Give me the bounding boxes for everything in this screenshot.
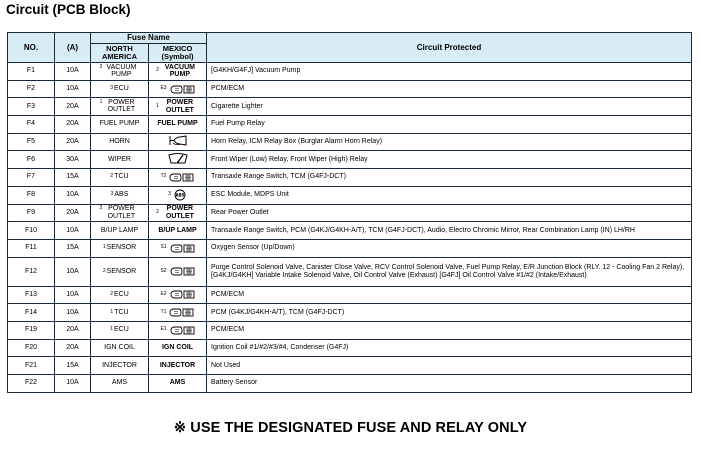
table-row: [8, 375, 692, 393]
fuse-number: F12: [8, 257, 55, 286]
fuse-name-na-label: WIPER: [108, 155, 131, 163]
fuse-name-na: [91, 63, 149, 81]
fuse-number: F11: [8, 239, 55, 257]
fuse-name-mexico: [149, 321, 207, 339]
fuse-amperage: 20A: [55, 98, 91, 116]
fuse-name-mexico: [149, 186, 207, 204]
fuse-number: F22: [8, 375, 55, 393]
fuse-name-mexico-label: POWER OUTLET: [165, 99, 194, 114]
ecu-icon: [168, 172, 194, 183]
fuse-name-mexico: [149, 286, 207, 304]
fuse-name-mexico-label: B/UP LAMP: [158, 226, 197, 234]
fuse-amperage: 20A: [55, 204, 91, 222]
ecu-icon: [169, 84, 195, 95]
table-row: [8, 151, 692, 169]
fuse-amperage: 20A: [55, 116, 91, 134]
fuse-name-na: [91, 257, 149, 286]
fuse-amperage: 15A: [55, 169, 91, 187]
fuse-symbol-index: T1: [160, 308, 167, 315]
ecu-icon: [169, 325, 195, 336]
fuse-name-na: [91, 186, 149, 204]
fuse-number: F19: [8, 321, 55, 339]
circuit-protected: Battery Sensor: [207, 375, 692, 393]
fuse-name-na-label: ABS: [114, 191, 129, 199]
fuse-number: F20: [8, 339, 55, 357]
fuse-name-mexico: [149, 357, 207, 375]
fuse-symbol-index: S2: [160, 267, 167, 274]
circuit-protected: Oxygen Sensor (Up/Down): [207, 239, 692, 257]
fuse-index: 1: [110, 326, 113, 333]
fuse-name-mexico: [149, 239, 207, 257]
fuse-index: 2: [110, 173, 114, 180]
fuse-index: 1: [99, 98, 103, 105]
table-row: [8, 321, 692, 339]
fuse-name-na: [91, 169, 149, 187]
fuse-amperage: 20A: [55, 321, 91, 339]
fuse-symbol-index: E3: [160, 85, 167, 92]
fuse-name-na: [91, 375, 149, 393]
fuse-number: F13: [8, 286, 55, 304]
fuse-name-na: [91, 116, 149, 134]
fuse-number: F2: [8, 80, 55, 98]
header-no: NO.: [8, 33, 55, 63]
fuse-amperage: 10A: [55, 186, 91, 204]
fuse-name-na: [91, 321, 149, 339]
fuse-number: F4: [8, 116, 55, 134]
fuse-name-na-label: INJECTOR: [102, 361, 137, 369]
fuse-number: F21: [8, 357, 55, 375]
fuse-name-na: [91, 133, 149, 151]
ecu-icon: [169, 289, 195, 300]
circuit-protected: PCM/ECM: [207, 321, 692, 339]
fuse-name-na-label: FUEL PUMP: [99, 120, 140, 128]
table-row: [8, 304, 692, 322]
table-row: [8, 339, 692, 357]
fuse-table-body: [8, 63, 692, 393]
circuit-protected: Rear Power Outlet: [207, 204, 692, 222]
fuse-name-mexico: [149, 151, 207, 169]
fuse-name-na: [91, 204, 149, 222]
circuit-protected: Ignition Coil #1/#2/#3/#4, Condenser (G4FJ): [207, 339, 692, 357]
fuse-name-na-label: IGN COIL: [104, 343, 135, 351]
abs-icon: [173, 189, 187, 201]
header-north-america: NORTH AMERICA: [91, 44, 149, 63]
fuse-name-mexico: [149, 257, 207, 286]
fuse-amperage: 20A: [55, 339, 91, 357]
fuse-index: 3: [110, 85, 113, 92]
table-row: [8, 133, 692, 151]
footer-notice: ※ USE THE DESIGNATED FUSE AND RELAY ONLY: [173, 420, 528, 436]
header-circuit: Circuit Protected: [207, 33, 692, 63]
fuse-amperage: 10A: [55, 375, 91, 393]
svg-text:ABS: ABS: [175, 192, 185, 198]
table-row: [8, 98, 692, 116]
fuse-symbol-index: 1: [156, 102, 159, 109]
fuse-amperage: 10A: [55, 63, 91, 81]
fuse-symbol-index: 3: [168, 191, 171, 198]
ecu-icon: [169, 266, 195, 277]
fuse-name-na-label: ECU: [114, 326, 129, 334]
circuit-protected: Not Used: [207, 357, 692, 375]
fuse-number: F7: [8, 169, 55, 187]
fuse-name-na-label: AMS: [111, 379, 128, 387]
fuse-name-na-label: TCU: [114, 173, 129, 181]
fuse-name-mexico-label: INJECTOR: [159, 361, 196, 369]
fuse-name-mexico: [149, 339, 207, 357]
circuit-protected: PCM/ECM: [207, 286, 692, 304]
fuse-symbol-index: S1: [160, 244, 167, 251]
fuse-index: 2: [110, 290, 113, 297]
table-row: [8, 63, 692, 81]
fuse-number: F10: [8, 222, 55, 240]
fuse-name-mexico-label: VACUUM PUMP: [164, 63, 195, 79]
fuse-name-na: [91, 286, 149, 304]
table-row: [8, 116, 692, 134]
circuit-protected: Front Wiper (Low) Relay, Front Wiper (High) Relay: [207, 151, 692, 169]
page-title: Circuit (PCB Block): [6, 2, 131, 17]
fuse-symbol-index: 2: [156, 208, 159, 215]
fuse-name-mexico: [149, 133, 207, 151]
fuse-symbol-index: T2: [160, 173, 167, 180]
horn-icon: [167, 134, 189, 147]
table-row: [8, 204, 692, 222]
fuse-index: 2: [99, 205, 103, 212]
circuit-protected: Purge Control Solenoid Valve, Canister Close Valve, RCV Control Solenoid Valve, Fuel Pump Relay, E/R Junction Block (RLY. 12 - Cooling Fan 2 Relay), [G4KJ/G4KH] Variable Intake Solenoid Valve, Oil Control Valve (Exhaust) [G4FJ] Oil Control Valve #1/#2 (Intake/Exhaust): [207, 257, 692, 286]
circuit-protected: ESC Module, MDPS Unit: [207, 186, 692, 204]
fuse-name-mexico: [149, 63, 207, 81]
circuit-protected: Fuel Pump Relay: [207, 116, 692, 134]
circuit-protected: PCM/ECM: [207, 80, 692, 98]
fuse-name-na-label: ECU: [114, 290, 129, 298]
fuse-amperage: 15A: [55, 357, 91, 375]
fuse-name-na: [91, 151, 149, 169]
fuse-name-na-label: VACUUM PUMP: [106, 63, 137, 79]
fuse-name-na: [91, 239, 149, 257]
fuse-index: 1: [102, 244, 106, 251]
fuse-index: 1: [110, 308, 114, 315]
fuse-symbol-index: E2: [160, 290, 167, 297]
fuse-name-mexico: [149, 116, 207, 134]
fuse-name-mexico: [149, 222, 207, 240]
fuse-name-na: [91, 357, 149, 375]
fuse-name-mexico: [149, 304, 207, 322]
fuse-amperage: 10A: [55, 304, 91, 322]
fuse-name-na-label: TCU: [114, 308, 129, 316]
fuse-name-mexico-label: AMS: [169, 379, 186, 387]
circuit-protected: Transaxle Range Switch, TCM (G4FJ-DCT): [207, 169, 692, 187]
circuit-protected: [G4KH/G4FJ] Vacuum Pump: [207, 63, 692, 81]
fuse-name-na-label: HORN: [109, 138, 130, 146]
fuse-amperage: 30A: [55, 151, 91, 169]
table-row: [8, 80, 692, 98]
fuse-name-mexico-label: FUEL PUMP: [157, 120, 198, 128]
header-fuse-name: Fuse Name: [91, 33, 207, 44]
fuse-name-mexico: [149, 204, 207, 222]
table-row: [8, 186, 692, 204]
fuse-name-na: [91, 222, 149, 240]
table-row: [8, 169, 692, 187]
fuse-name-na-label: POWER OUTLET: [107, 98, 136, 114]
fuse-name-mexico: [149, 375, 207, 393]
fuse-name-na-label: ECU: [114, 85, 129, 93]
fuse-name-na: [91, 339, 149, 357]
fuse-number: F9: [8, 204, 55, 222]
fuse-number: F8: [8, 186, 55, 204]
fuse-name-na: [91, 98, 149, 116]
fuse-name-na-label: B/UP LAMP: [100, 226, 139, 234]
fuse-amperage: 10A: [55, 222, 91, 240]
table-row: [8, 222, 692, 240]
fuse-name-na: [91, 304, 149, 322]
fuse-name-mexico: [149, 80, 207, 98]
circuit-protected: Transaxle Range Switch, PCM (G4KJ/G4KH-A/T), TCM (G4FJ-DCT), Audio, Electro Chromic Mirror, Rear Combination Lamp (IN) LH/RH: [207, 222, 692, 240]
fuse-name-mexico: [149, 169, 207, 187]
fuse-index: 2: [102, 267, 106, 274]
ecu-icon: [168, 307, 194, 318]
fuse-symbol-index: E1: [160, 326, 167, 333]
fuse-symbol-index: 2: [156, 67, 159, 74]
table-row: [8, 286, 692, 304]
fuse-number: F1: [8, 63, 55, 81]
fuse-name-na: [91, 80, 149, 98]
fuse-index: 3: [110, 191, 114, 198]
fuse-number: F6: [8, 151, 55, 169]
fuse-amperage: 20A: [55, 133, 91, 151]
fuse-number: F5: [8, 133, 55, 151]
ecu-icon: [169, 243, 195, 254]
circuit-protected: Cigarette Lighter: [207, 98, 692, 116]
fuse-name-mexico-label: IGN COIL: [161, 343, 194, 351]
fuse-name-na-label: POWER OUTLET: [107, 205, 136, 220]
fuse-name-na-label: SENSOR: [106, 267, 137, 275]
fuse-name-mexico-label: POWER OUTLET: [165, 205, 194, 220]
fuse-name-mexico: [149, 98, 207, 116]
fuse-name-na-label: SENSOR: [106, 244, 137, 252]
fuse-amperage: 10A: [55, 257, 91, 286]
header-mexico: MEXICO (Symbol): [149, 44, 207, 63]
wiper-icon: [167, 152, 189, 165]
fuse-number: F14: [8, 304, 55, 322]
fuse-table: [7, 32, 692, 393]
table-row: [8, 257, 692, 286]
fuse-amperage: 10A: [55, 286, 91, 304]
table-row: [8, 357, 692, 375]
circuit-protected: PCM (G4KJ/G4KH-A/T), TCM (G4FJ-DCT): [207, 304, 692, 322]
header-amp: (A): [55, 33, 91, 63]
circuit-protected: Horn Relay, ICM Relay Box (Burglar Alarm Horn Relay): [207, 133, 692, 151]
fuse-index: 2: [99, 63, 103, 70]
fuse-number: F3: [8, 98, 55, 116]
table-row: [8, 239, 692, 257]
fuse-amperage: 15A: [55, 239, 91, 257]
fuse-amperage: 10A: [55, 80, 91, 98]
